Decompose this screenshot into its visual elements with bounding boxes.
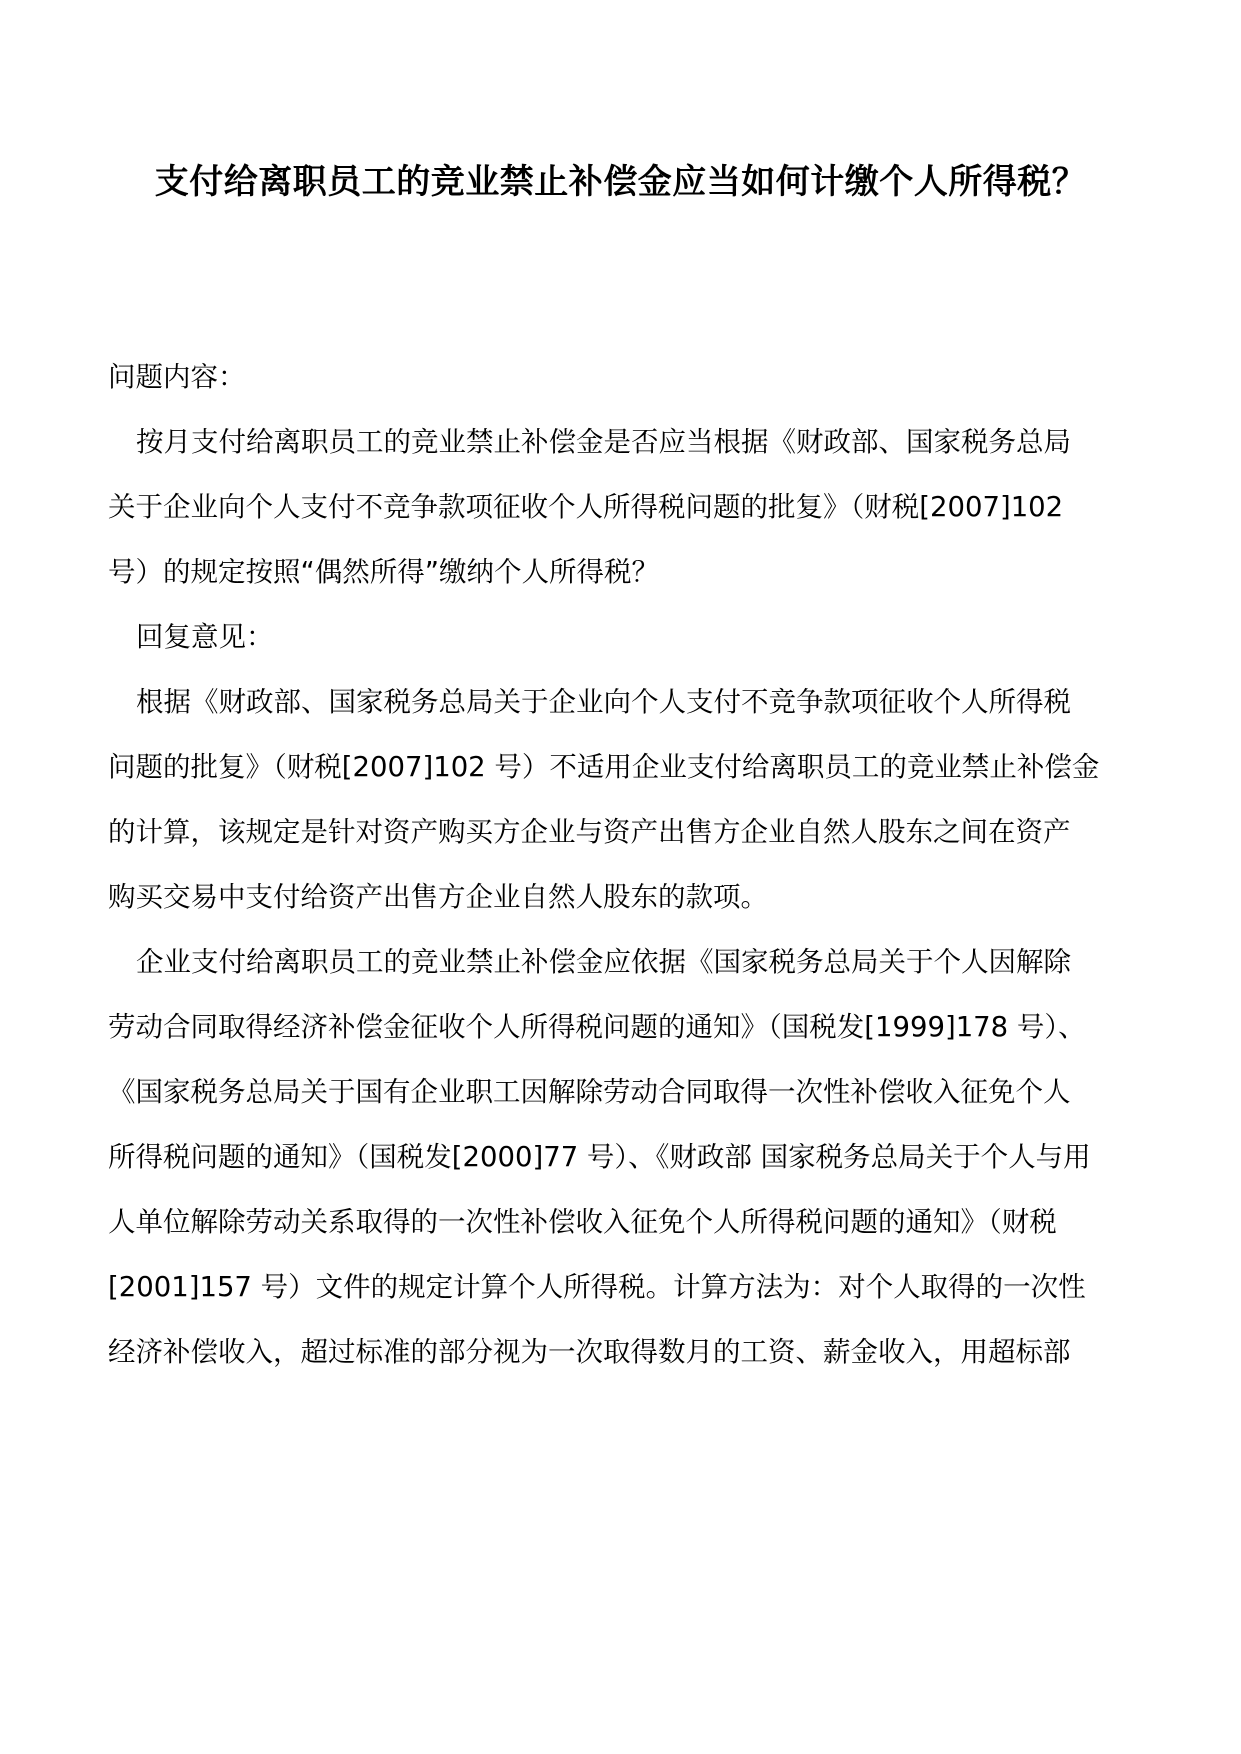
paragraph-line: 人单位解除劳动关系取得的一次性补偿收入征免个人所得税问题的通知》（财税 bbox=[108, 1206, 1057, 1238]
paragraph-line: 根据《财政部、国家税务总局关于企业向个人支付不竞争款项征收个人所得税 bbox=[136, 686, 1071, 718]
paragraph-line: 问题的批复》（财税[2007]102 号）不适用企业支付给离职员工的竞业禁止补偿金 bbox=[108, 751, 1100, 783]
paragraph-line: [2001]157 号）文件的规定计算个人所得税。计算方法为：对个人取得的一次性 bbox=[108, 1271, 1086, 1303]
paragraph-line: 关于企业向个人支付不竞争款项征收个人所得税问题的批复》（财税[2007]102 bbox=[108, 491, 1064, 523]
paragraph-line: 经济补偿收入，超过标准的部分视为一次取得数月的工资、薪金收入，用超标部 bbox=[108, 1336, 1071, 1368]
paragraph-line: 购买交易中支付给资产出售方企业自然人股东的款项。 bbox=[108, 881, 768, 913]
section-heading-question: 问题内容： bbox=[108, 361, 246, 393]
paragraph-line: 《国家税务总局关于国有企业职工因解除劳动合同取得一次性补偿收入征免个人 bbox=[108, 1076, 1071, 1108]
paragraph-line: 企业支付给离职员工的竞业禁止补偿金应依据《国家税务总局关于个人因解除 bbox=[136, 946, 1071, 978]
paragraph-line: 所得税问题的通知》（国税发[2000]77 号）、《财政部 国家税务总局关于个人与用 bbox=[108, 1141, 1091, 1173]
paragraph-line: 的计算，该规定是针对资产购买方企业与资产出售方企业自然人股东之间在资产 bbox=[108, 816, 1071, 848]
section-heading-reply: 回复意见： bbox=[136, 621, 274, 653]
paragraph-line: 按月支付给离职员工的竞业禁止补偿金是否应当根据《财政部、国家税务总局 bbox=[136, 426, 1071, 458]
paragraph-line: 劳动合同取得经济补偿金征收个人所得税问题的通知》（国税发[1999]178 号）、 bbox=[108, 1011, 1086, 1043]
document-body bbox=[108, 345, 1138, 1385]
document-title: 支付给离职员工的竞业禁止补偿金应当如何计缴个人所得税？ bbox=[154, 162, 1087, 202]
paragraph-line: 号）的规定按照“偶然所得”缴纳个人所得税？ bbox=[108, 556, 659, 588]
